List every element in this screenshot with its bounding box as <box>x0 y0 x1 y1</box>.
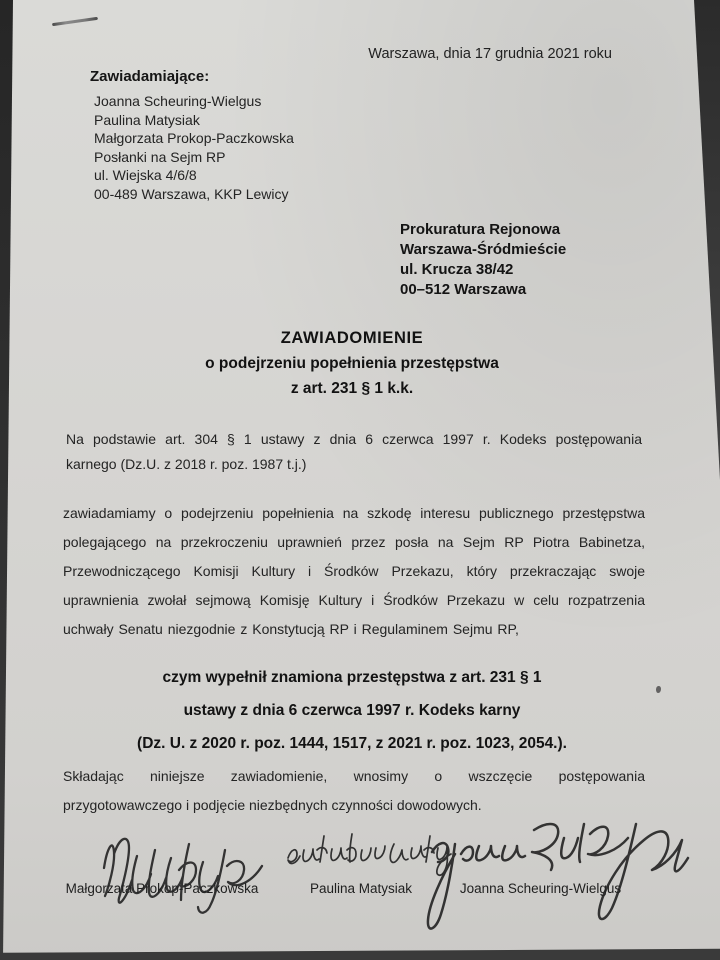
signature-joanna-ink <box>428 824 688 929</box>
paragraph-line: uchwały Senatu niezgodnie z Konstytucją RP i Regulaminem Sejmu RP, <box>63 621 519 637</box>
title-line: o podejrzeniu popełnienia przestępstwa <box>205 355 499 372</box>
recipient-block <box>400 220 660 300</box>
sender-line: 00-489 Warszawa, KKP Lewicy <box>94 185 289 202</box>
paragraph-line: Przewodniczącego Komisji Kultury i Środków Przekazu, który przekraczając swoje <box>63 563 645 579</box>
closing-paragraph <box>63 762 645 820</box>
scan-edge-bottom <box>0 944 720 960</box>
paragraph-line: Składając niniejsze zawiadomienie, wnosimy o wszczęcie postępowania <box>63 768 645 784</box>
senders-heading: Zawiadamiające: <box>90 68 210 85</box>
paragraph-line: zawiadamiamy o podejrzeniu popełnienia na szkodę interesu publicznego przestępstwa <box>63 505 645 521</box>
sender-line: ul. Wiejska 4/6/8 <box>94 167 197 183</box>
paragraph-line: przygotowawczego i podjęcie niezbędnych czynności dowodowych. <box>63 797 482 813</box>
sender-line: Joanna Scheuring-Wielgus <box>94 93 262 109</box>
signature-label-malgorzata-prokop-paczkowska: Małgorzata Prokop-Paczkowska <box>65 881 259 896</box>
scan-edge-right <box>694 0 720 480</box>
paragraph-line: polegającego na przekroczeniu uprawnień przez posła na Sejm RP Piotra Babinetza, <box>63 534 645 550</box>
scan-speck <box>656 686 661 693</box>
paragraph-line: uprawnienia zwołał sejmową Komisję Kultury i Środków Przekazu w celu rozpatrzenia <box>63 592 645 608</box>
title-line: ZAWIADOMIENIE <box>280 329 424 347</box>
recipient-line: Warszawa-Śródmieście <box>400 241 567 258</box>
paragraph-line: Na podstawie art. 304 § 1 ustawy z dnia 6 czerwca 1997 r. Kodeks postępowania <box>66 431 642 447</box>
staple-mark <box>52 17 98 26</box>
senders-block <box>94 92 394 203</box>
document-title <box>60 326 644 401</box>
paragraph-line: ustawy z dnia 6 czerwca 1997 r. Kodeks karny <box>183 702 521 719</box>
sender-line: Małgorzata Prokop-Paczkowska <box>94 130 294 146</box>
scan-edge-left <box>0 0 16 960</box>
signature-label-joanna-scheuring-wielgus: Joanna Scheuring-Wielgus <box>459 881 622 896</box>
sender-line: Posłanki na Sejm RP <box>94 148 226 165</box>
paragraph-line: (Dz. U. z 2020 r. poz. 1444, 1517, z 2021 r. poz. 1023, 2054.). <box>137 735 567 752</box>
paragraph-line: karnego (Dz.U. z 2018 r. poz. 1987 t.j.) <box>66 456 307 472</box>
date-line: Warszawa, dnia 17 grudnia 2021 roku <box>368 46 612 62</box>
main-paragraph <box>63 499 645 644</box>
signature-paulina-ink <box>288 834 451 875</box>
recipient-line: Prokuratura Rejonowa <box>400 221 561 238</box>
sender-line: Paulina Matysiak <box>94 111 200 128</box>
title-line: z art. 231 § 1 k.k. <box>290 380 414 397</box>
qualification-paragraph <box>60 661 644 760</box>
recipient-line: 00–512 Warszawa <box>400 281 527 298</box>
legal-basis-paragraph <box>66 427 642 477</box>
signature-label-paulina-matysiak: Paulina Matysiak <box>309 881 413 896</box>
recipient-line: ul. Krucza 38/42 <box>400 261 514 278</box>
signature-malgorzata-ink <box>104 839 262 913</box>
paragraph-line: czym wypełnił znamiona przestępstwa z art. 231 § 1 <box>162 669 542 686</box>
